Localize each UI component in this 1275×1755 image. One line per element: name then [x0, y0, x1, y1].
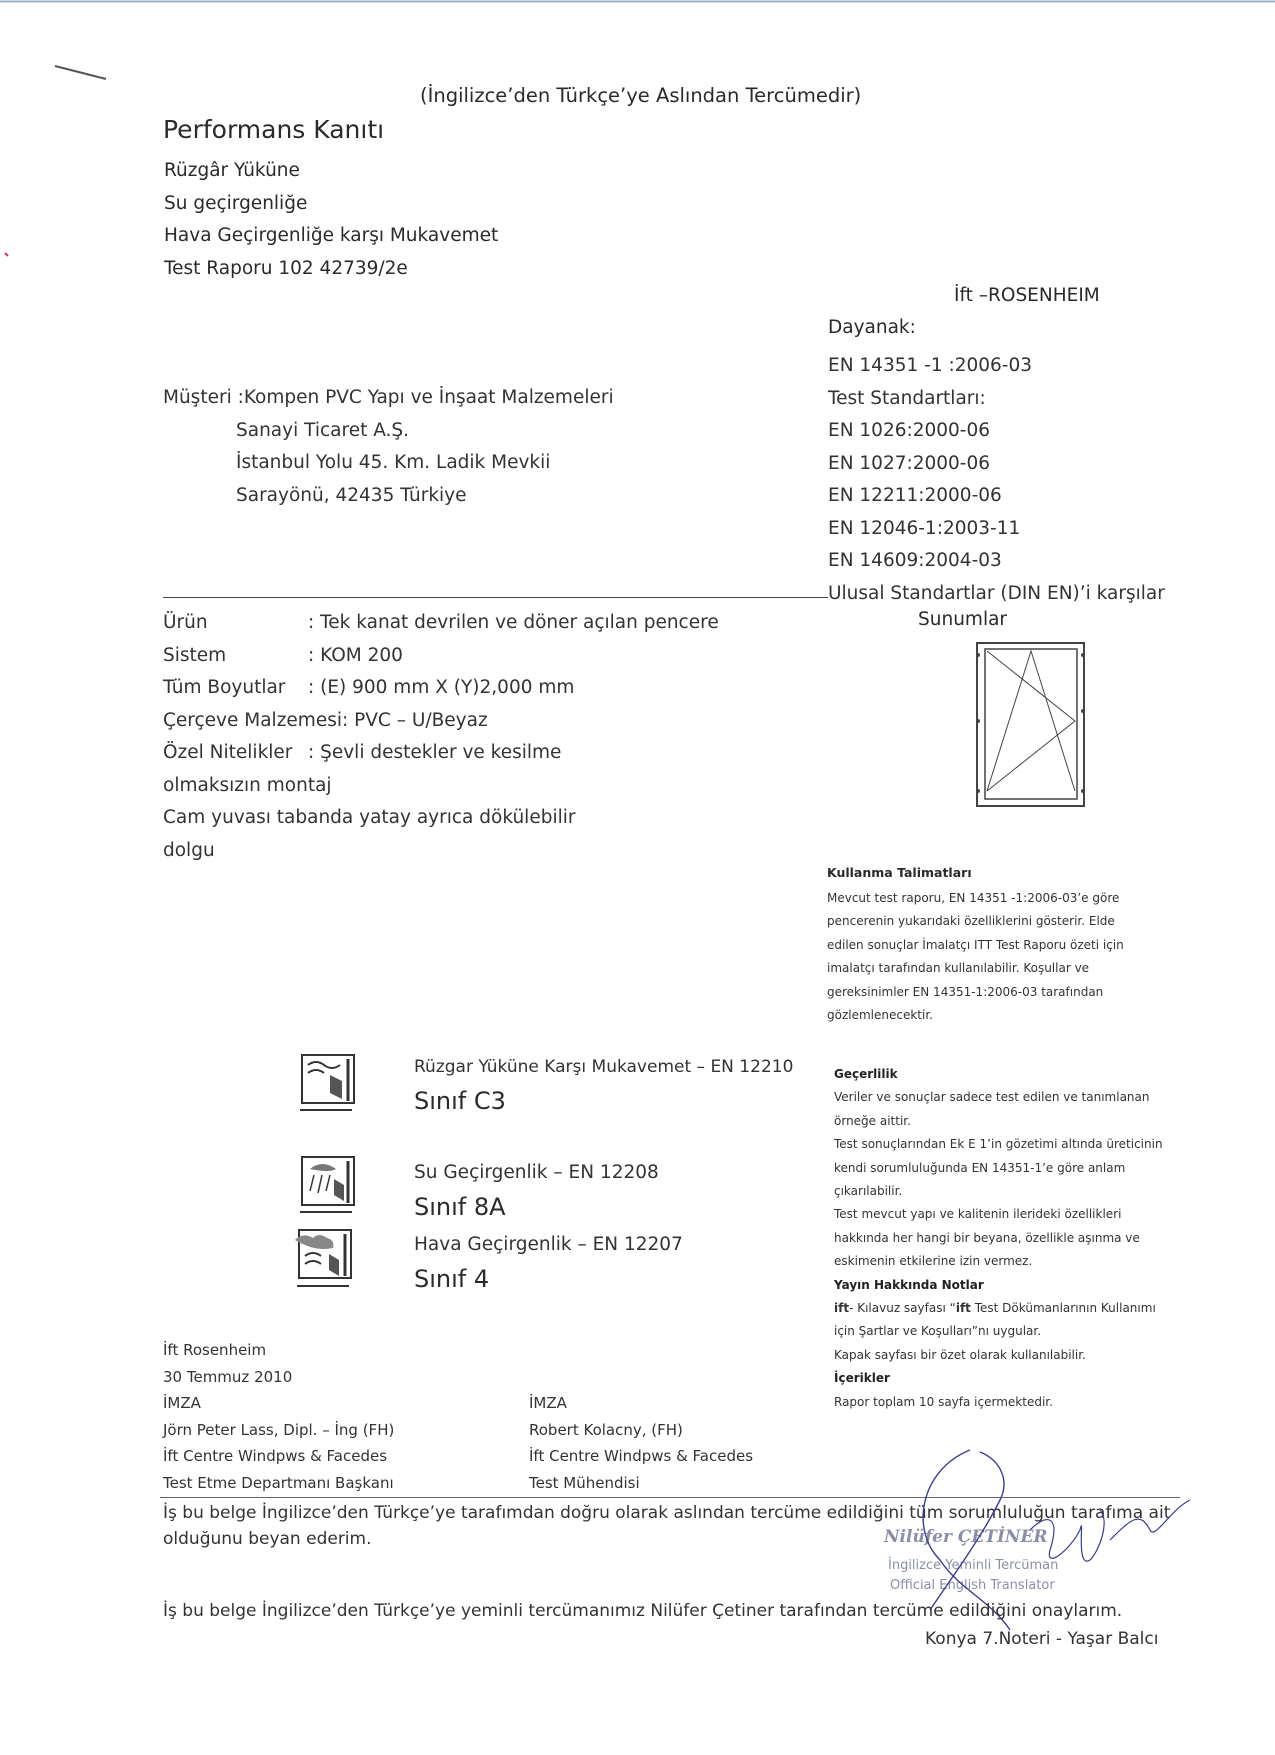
validity-line: Test sonuçlarından Ek E 1’in gözetimi altında üreticinin: [834, 1137, 1163, 1152]
subtitle-line: Hava Geçirgenliğe karşı Mukavemet: [164, 225, 499, 246]
standard-item: EN 12211:2000-06: [828, 485, 1002, 506]
signature-label: İMZA: [163, 1394, 201, 1412]
product-row: [163, 640, 719, 673]
customer-line: İstanbul Yolu 45. Km. Ladik Mevkii: [236, 452, 551, 473]
standards-block: [828, 350, 1165, 610]
rating-class: Sınıf 8A: [414, 1193, 506, 1221]
signatory-org: İft Centre Windpws & Facedes: [163, 1447, 388, 1465]
ift-prefix: ift: [834, 1301, 850, 1316]
product-value: : Tek kanat devrilen ve döner açılan pencere: [308, 612, 719, 633]
subtitle-line: Su geçirgenliğe: [164, 192, 308, 214]
validity-line: eskimenin etkilerine izin vermez.: [834, 1254, 1033, 1269]
signature-date: 30 Temmuz 2010: [163, 1367, 293, 1386]
signature-left-block: [163, 1337, 394, 1496]
rating-name: Su Geçirgenlik – EN 12208: [414, 1162, 659, 1183]
notary-name: Konya 7.Noteri - Yaşar Balcı: [925, 1629, 1159, 1649]
product-extra-line: olmaksızın montaj: [163, 774, 332, 796]
publication-line: Kapak sayfası bir özet olarak kullanılabilir.: [834, 1347, 1086, 1362]
stamp-name: Nilüfer ÇETİNER: [884, 1527, 1048, 1547]
rating-class: Sınıf 4: [414, 1265, 490, 1293]
product-block: [163, 607, 719, 867]
publication-title: Yayın Hakkında Notlar: [834, 1277, 984, 1292]
validity-block: [834, 1063, 1209, 1414]
presentations-label: Sunumlar: [918, 609, 1008, 630]
standard-item: EN 1026:2000-06: [828, 420, 991, 441]
standard-item: EN 12046-1:2003-11: [828, 517, 1021, 539]
usage-line: gözlemlenecektir.: [827, 1008, 933, 1023]
signatory-org: İft Centre Windpws & Facedes: [529, 1447, 754, 1465]
publication-line: [834, 1297, 1209, 1320]
subtitle-line: Test Raporu 102 42739/2e: [164, 257, 408, 279]
institute-name: İft –ROSENHEIM: [954, 285, 1100, 306]
product-value: : Şevli destekler ve kesilme: [308, 742, 562, 763]
signatory-name: Jörn Peter Lass, Dipl. – İng (FH): [163, 1420, 395, 1439]
air-permeability-icon: [293, 1228, 357, 1290]
customer-line: Müşteri :Kompen PVC Yapı ve İnşaat Malzemeleri: [163, 387, 614, 408]
subtitle-block: [164, 155, 498, 285]
product-row: [163, 607, 719, 640]
customer-line: Sarayönü, 42435 Türkiye: [236, 484, 467, 506]
rating-name: Rüzgar Yüküne Karşı Mukavemet – EN 12210: [414, 1057, 794, 1077]
publication-line: için Şartlar ve Koşulları”nı uygular.: [834, 1324, 1042, 1339]
product-extra-line: dolgu: [163, 839, 215, 861]
product-value: : (E) 900 mm X (Y)2,000 mm: [308, 677, 575, 698]
signature-label: İMZA: [529, 1394, 567, 1412]
usage-title: Kullanma Talimatları: [827, 865, 972, 880]
basis-value: EN 14351 -1 :2006-03: [828, 355, 1032, 376]
signatory-role: Test Mühendisi: [529, 1473, 640, 1492]
contents-line: Rapor toplam 10 sayfa içermektedir.: [834, 1394, 1053, 1409]
standard-item: EN 1027:2000-06: [828, 452, 991, 474]
publication-text: - Kılavuz sayfası “: [849, 1301, 956, 1316]
validity-line: çıkarılabilir.: [834, 1184, 903, 1199]
declaration-line: İş bu belge İngilizce’den Türkçe’ye tarafımdan doğru olarak aslından tercüme edildiğini tüm sorumluluğun tarafıma ait: [163, 1503, 1171, 1523]
product-label: Sistem: [163, 644, 227, 666]
product-extra-line: Cam yuvası tabanda yatay ayrıca dökülebilir: [163, 807, 576, 828]
stamp-line: Official English Translator: [890, 1578, 1055, 1593]
basis-label: Dayanak:: [828, 317, 916, 338]
national-standards: Ulusal Standartlar (DIN EN)’i karşılar: [828, 582, 1165, 604]
product-label: Özel Nitelikler: [163, 742, 293, 763]
customer-line: Sanayi Ticaret A.Ş.: [236, 419, 410, 441]
translation-note: (İngilizce’den Türkçe’ye Aslından Tercümedir): [420, 84, 862, 107]
rating-name: Hava Geçirgenlik – EN 12207: [414, 1234, 683, 1255]
window-diagram: [975, 641, 1087, 811]
validity-line: örneğe aittir.: [834, 1113, 911, 1128]
notary-line: İş bu belge İngilizce’den Türkçe’ye yeminli tercümanımız Nilüfer Çetiner tarafından tercüme edildiğini onaylarım.: [163, 1601, 1123, 1621]
subtitle-line: Rüzgâr Yüküne: [164, 160, 300, 181]
usage-line: gereksinimler EN 14351-1:2006-03 tarafından: [827, 984, 1104, 999]
ift-bold: ift: [955, 1301, 971, 1316]
signatory-name: Robert Kolacny, (FH): [529, 1420, 683, 1439]
signatory-role: Test Etme Departmanı Başkanı: [163, 1473, 394, 1492]
frame-material: Çerçeve Malzemesi: PVC – U/Beyaz: [163, 709, 488, 731]
usage-line: imalatçı tarafından kullanılabilir. Koşullar ve: [827, 961, 1090, 976]
usage-line: edilen sonuçlar İmalatçı ITT Test Raporu özeti için: [827, 937, 1124, 952]
signature-place: İft Rosenheim: [163, 1341, 267, 1359]
signature-right-block: [529, 1390, 753, 1496]
validity-line: Test mevcut yapı ve kalitenin ilerideki özellikleri: [834, 1207, 1122, 1222]
declaration-line: olduğunu beyan ederim.: [163, 1529, 372, 1549]
validity-line: hakkında her hangi bir beyana, özellikle aşınma ve: [834, 1230, 1140, 1245]
validity-title: Geçerlilik: [834, 1067, 898, 1081]
water-tightness-icon: [300, 1155, 356, 1215]
page-title: Performans Kanıtı: [163, 115, 385, 144]
usage-line: pencerenin yukarıdaki özelliklerini gösterir. Elde: [827, 914, 1115, 929]
standards-label: Test Standartları:: [828, 387, 986, 409]
product-label: Tüm Boyutlar: [163, 677, 286, 698]
wind-load-icon: [300, 1053, 356, 1113]
product-row: [163, 672, 719, 705]
validity-line: kendi sorumluluğunda EN 14351-1’e göre anlam: [834, 1160, 1126, 1175]
usage-text: [827, 887, 1182, 1027]
validity-line: Veriler ve sonuçlar sadece test edilen ve tanımlanan: [834, 1090, 1150, 1105]
usage-line: Mevcut test raporu, EN 14351 -1:2006-03’e göre: [827, 891, 1120, 905]
stamp-line: İngilizce Yeminli Tercüman: [888, 1558, 1059, 1573]
product-label: Ürün: [163, 612, 208, 633]
rating-class: Sınıf C3: [414, 1087, 506, 1115]
product-row: [163, 737, 719, 770]
contents-title: İçerikler: [834, 1371, 890, 1386]
divider: [163, 597, 828, 598]
customer-block: [163, 382, 614, 512]
publication-text: Test Dökümanlarının Kullanımı: [970, 1301, 1156, 1316]
standard-item: EN 14609:2004-03: [828, 550, 1002, 571]
product-value: : KOM 200: [308, 644, 403, 666]
